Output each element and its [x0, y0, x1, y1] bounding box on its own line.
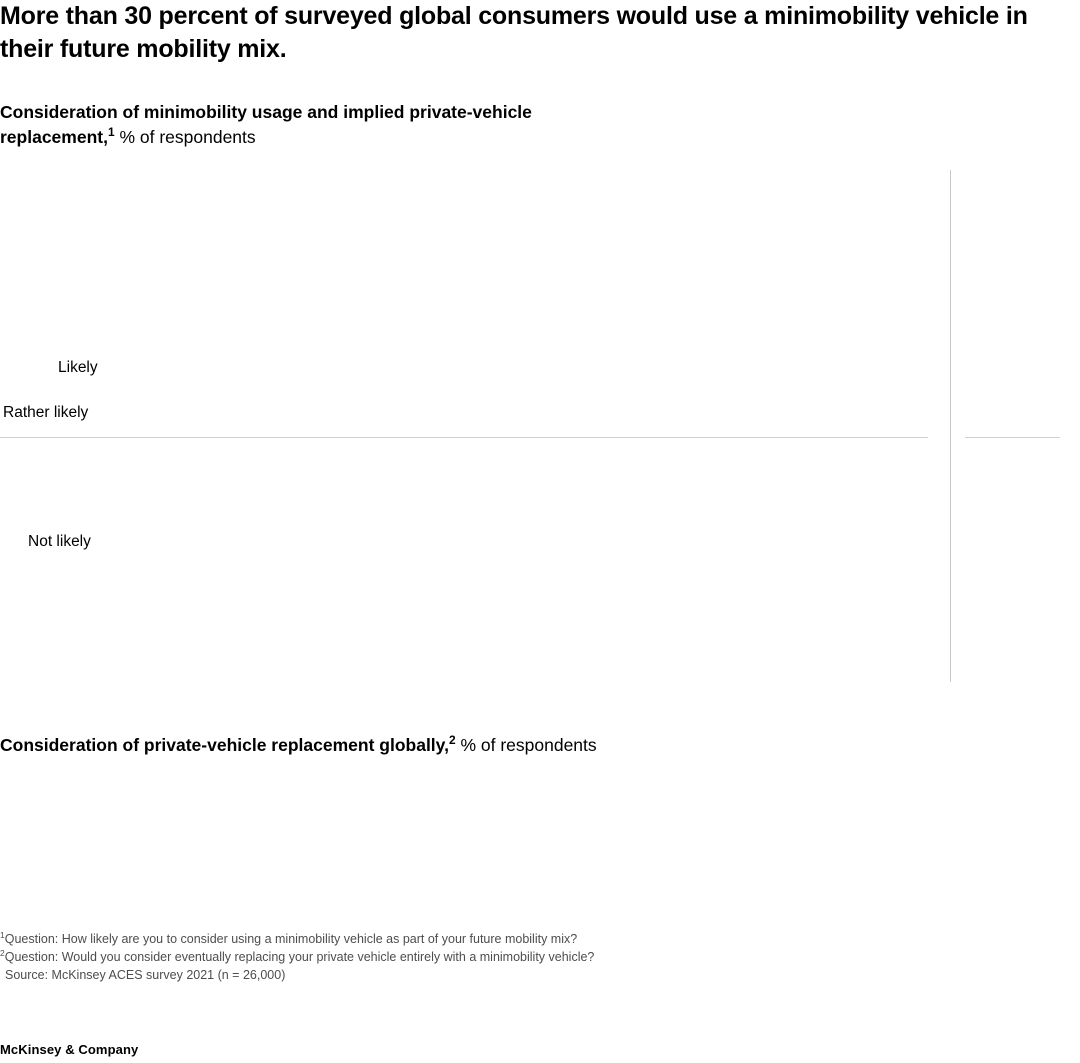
source-note: Source: McKinsey ACES survey 2021 (n = 26,000)	[5, 968, 286, 983]
chart-1-subtitle-bold: Consideration of minimobility usage and implied private-vehicle replacement,	[0, 102, 532, 147]
footnotes	[0, 930, 1000, 984]
chart-1-baseline-left	[0, 437, 928, 438]
footnote-2-marker: 2	[0, 947, 5, 958]
chart-2-subtitle-footnote-marker: 2	[448, 733, 456, 748]
chart-1-subtitle-footnote-marker: 1	[107, 125, 115, 140]
chart-1-subtitle	[0, 100, 620, 150]
chart-1-baseline-right	[965, 437, 1060, 438]
footnote-2-text: Question: Would you consider eventually replacing your private vehicle entirely with a minimobility vehicle?	[4, 950, 595, 965]
chart-1-category-label-likely: Likely	[58, 359, 98, 376]
brand-logo: McKinsey & Company	[0, 1042, 139, 1057]
footnote-2	[0, 948, 1000, 966]
footnote-1	[0, 930, 1000, 948]
chart-1-category-label-not-likely: Not likely	[28, 533, 91, 550]
footnote-1-text: Question: How likely are you to consider using a minimobility vehicle as part of your future mobility mix?	[4, 932, 578, 946]
footnote-1-marker: 1	[0, 929, 5, 940]
chart-1-subtitle-light: % of respondents	[114, 126, 256, 147]
chart-2-plot-area	[0, 775, 1070, 905]
page-title: More than 30 percent of surveyed global consumers would use a minimobility vehicle in their future mobility mix.	[0, 2, 1028, 63]
chart-1-category-label-rather-likely: Rather likely	[3, 404, 89, 421]
chart-1-plot-area	[0, 170, 1070, 685]
chart-2-subtitle-light: % of respondents	[455, 735, 597, 755]
chart-2-subtitle	[0, 735, 900, 756]
chart-2-subtitle-bold: Consideration of private-vehicle replacement globally,	[0, 735, 449, 755]
chart-1-vertical-divider	[950, 170, 951, 682]
